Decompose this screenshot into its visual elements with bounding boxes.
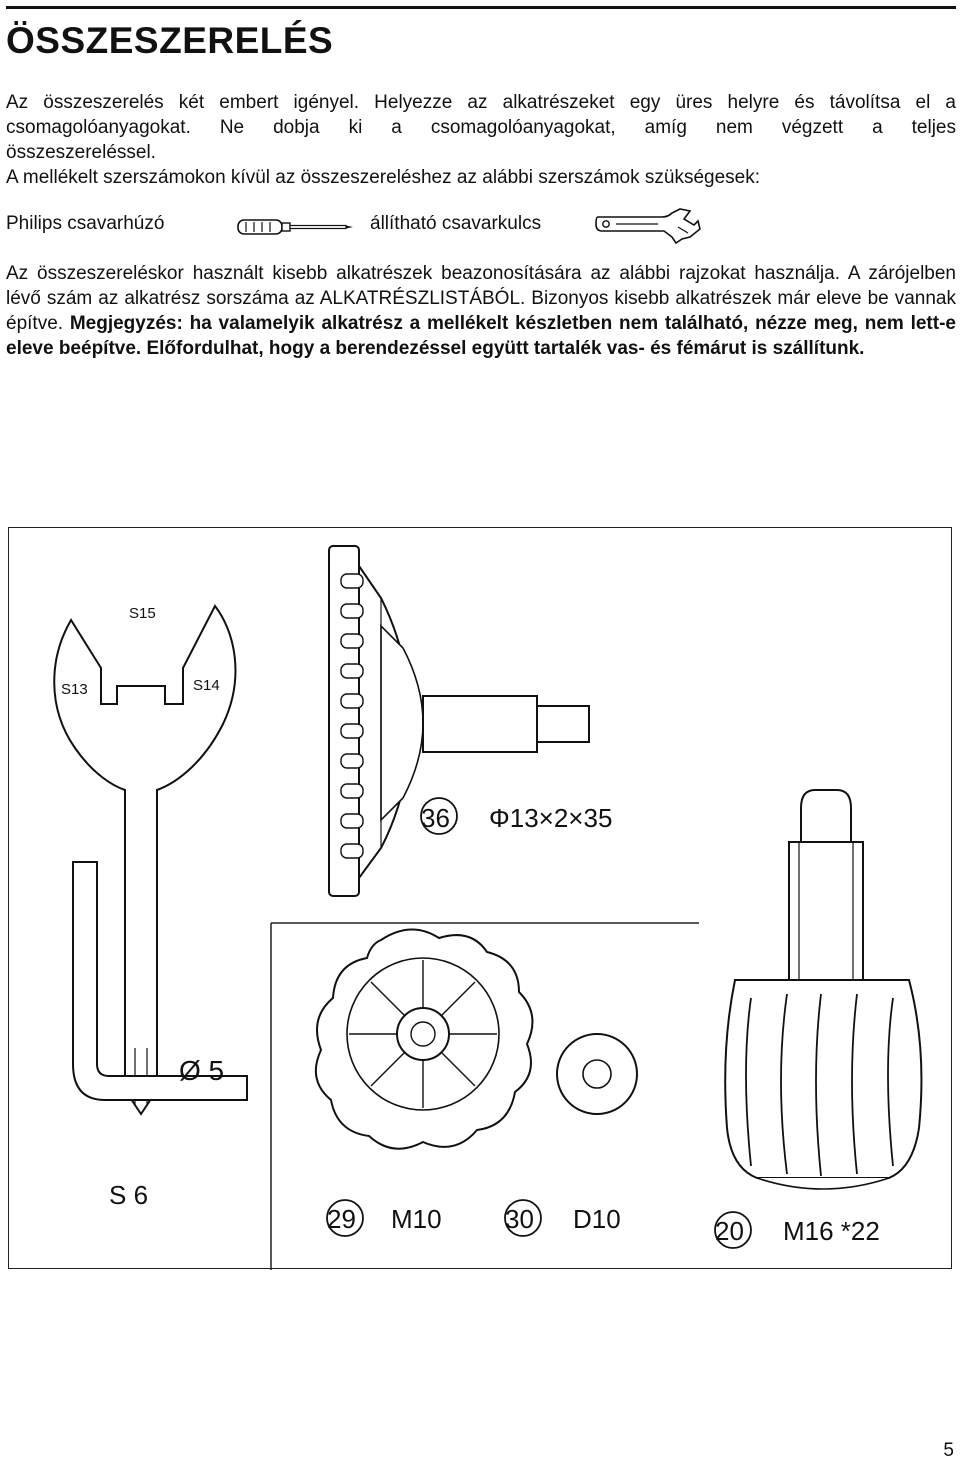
hardware-figure — [8, 527, 952, 1269]
page-title: ÖSSZESZERELÉS — [6, 20, 334, 61]
intro-line: összeszereléssel. — [6, 142, 156, 163]
spanner-label-s15: S15 — [129, 605, 156, 622]
bolt-36-spec: Φ13×2×35 — [489, 803, 613, 833]
knob-bolt-20-icon — [725, 790, 921, 1189]
hardware-drawing — [9, 528, 953, 1270]
knob-nut-29-spec: M10 — [391, 1204, 442, 1234]
allen-key-diameter: Ø 5 — [179, 1055, 225, 1086]
wrench-label: állítható csavarkulcs — [370, 213, 542, 234]
knob-bolt-20-spec: M16 *22 — [783, 1216, 880, 1246]
top-rule — [6, 6, 956, 9]
screwdriver-label: Philips csavarhúzó — [6, 213, 165, 234]
screwdriver-icon — [236, 215, 356, 239]
parts-note-text: Az összeszereléskor használt kisebb alkatrészek beazonosítására az alábbi rajzokat használja. A zárójelben lévő szám az alkatrész sorszáma az ALKATRÉSZLISTÁBÓL. Bizonyos kisebb alkatrészek már eleve be vannak építve. — [6, 263, 956, 334]
spanner-label-s13: S13 — [61, 681, 88, 698]
washer-30-spec: D10 — [573, 1204, 621, 1234]
page-number: 5 — [943, 1440, 954, 1461]
intro-line: csomagolóanyagokat. Ne dobja ki a csomagolóanyagokat, amíg nem végzett a teljes — [6, 117, 956, 138]
knob-nut-29-number: 29 — [327, 1204, 356, 1234]
spanner-label-s14: S14 — [193, 677, 220, 694]
intro-line: A mellékelt szerszámokon kívül az összeszereléshez az alábbi szerszámok szükségesek: — [6, 167, 760, 188]
bolt-36-icon — [329, 546, 589, 896]
knob-bolt-20-number: 20 — [715, 1216, 744, 1246]
parts-note-warning: Megjegyzés: ha valamelyik alkatrész a mellékelt készletben nem található, nézze meg, nem lett-e eleve beépítve. Előfordulhat, hogy a berendezéssel együtt tartalék vas- és fémárut is szállítunk. — [6, 313, 956, 359]
washer-30-icon — [557, 1034, 637, 1114]
intro-paragraph — [6, 90, 956, 190]
washer-30-number: 30 — [505, 1204, 534, 1234]
knob-nut-29-icon — [316, 929, 533, 1148]
parts-note — [6, 261, 956, 361]
bolt-36-number: 36 — [421, 803, 450, 833]
intro-line: Az összeszerelés két embert igényel. Helyezze az alkatrészeket egy üres helyre és távolítsa el a — [6, 92, 956, 113]
required-tools — [6, 207, 956, 247]
allen-key-code: S 6 — [109, 1180, 149, 1210]
wrench-icon — [594, 207, 704, 247]
